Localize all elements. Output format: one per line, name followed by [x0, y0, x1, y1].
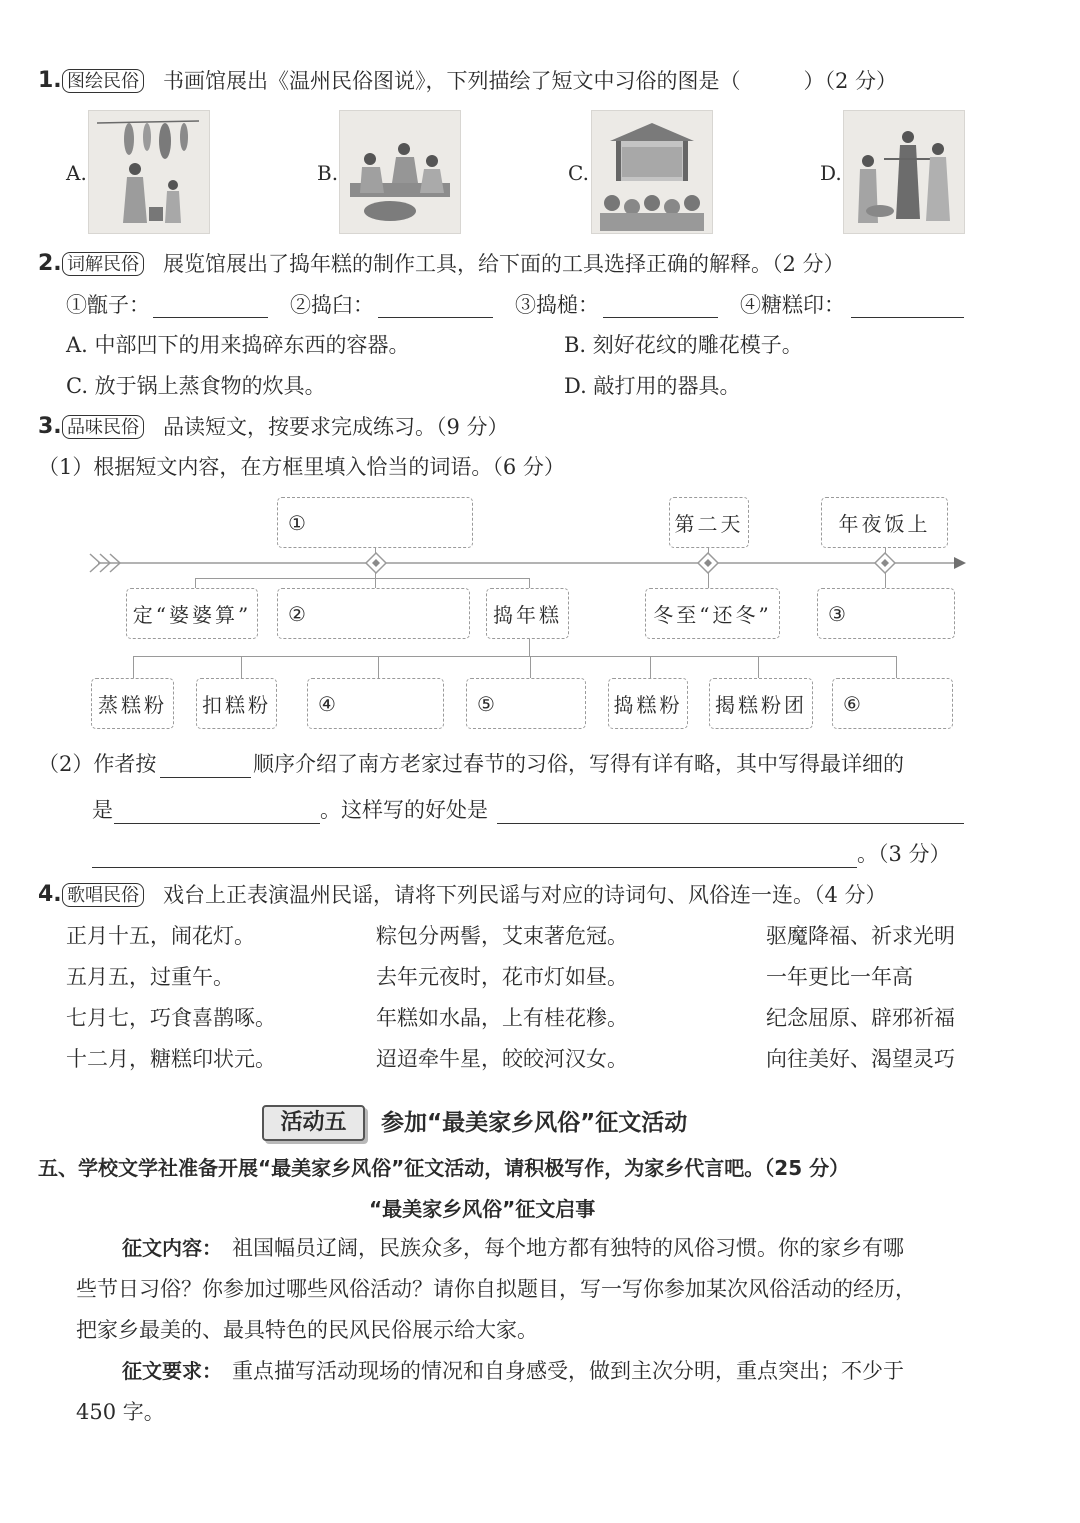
option-c-image[interactable] [591, 110, 713, 234]
tool-1-label: ①甑子： [66, 293, 150, 317]
q3-sub2-is: 是 [92, 798, 113, 822]
ballad-1[interactable]: 正月十五，闹花灯。 [66, 924, 255, 948]
q5-prompt: 五、学校文学社准备开展“最美家乡风俗”征文活动，请积极写作，为家乡代言吧。（25 分） [38, 1156, 850, 1180]
connector [195, 578, 196, 588]
timeline-box-make-rice-cake: 捣年糕 [486, 588, 569, 639]
option-b-label: B. [317, 161, 339, 185]
question-2-text: 展览馆展出了捣年糕的制作工具，给下面的工具选择正确的解释。（2 分） [163, 252, 845, 276]
question-1-number: 1. [38, 68, 62, 93]
custom-1[interactable]: 驱魔降福、祈求光明 [766, 924, 955, 948]
timeline-node-2 [698, 553, 718, 573]
content-line-2: 些节日习俗？你参加过哪些风俗活动？请你自拟题目，写一写你参加某次风俗活动的经历， [76, 1277, 916, 1301]
tool-3-label: ③捣槌： [515, 293, 599, 317]
tool-4-blank[interactable] [851, 316, 964, 318]
poem-3[interactable]: 年糕如水晶，上有桂花糁。 [376, 1006, 628, 1030]
connector [195, 578, 530, 579]
q3-sub2-benefit: 。这样写的好处是 [320, 798, 488, 822]
tool-4-label: ④糖糕印： [740, 293, 845, 317]
timeline-node-1 [366, 553, 386, 573]
q2-option-d: D. 敲打用的器具。 [564, 374, 741, 398]
q3-sub2-order-blank[interactable] [160, 776, 251, 778]
question-4-tag: 歌唱民俗 [62, 883, 144, 907]
timeline-box-second-day: 第二天 [669, 497, 749, 548]
question-3-sub1: （1）根据短文内容，在方框里填入恰当的词语。（6 分） [38, 455, 565, 479]
question-3-tag: 品味民俗 [62, 415, 144, 439]
connector [378, 656, 379, 678]
content-label: 征文内容： [122, 1236, 222, 1260]
timeline-box-6[interactable]: ⑥ [832, 678, 953, 729]
requirement-line-2: 450 字。 [76, 1400, 165, 1424]
tool-2-blank[interactable] [378, 316, 493, 318]
tool-1-blank[interactable] [153, 316, 268, 318]
timeline-box-popo-suan: 定“婆婆算” [126, 588, 258, 639]
timeline-axis [88, 551, 968, 575]
option-c-label: C. [568, 161, 589, 185]
option-a-label: A. [66, 161, 87, 185]
content-line-1: 祖国幅员辽阔，民族众多，每个地方都有独特的风俗习惯。你的家乡有哪 [232, 1236, 904, 1260]
connector [650, 656, 651, 678]
connector [241, 656, 242, 678]
question-1-tag: 图绘民俗 [62, 69, 144, 93]
q3-sub2-score: 。（3 分） [857, 842, 951, 866]
connector [758, 656, 759, 678]
question-3-number: 3. [38, 414, 62, 439]
connector [896, 656, 897, 678]
poem-4[interactable]: 迢迢牵牛星，皎皎河汉女。 [376, 1047, 628, 1071]
timeline-box-pound-powder: 捣糕粉 [608, 678, 688, 729]
question-4-text: 戏台上正表演温州民谣，请将下列民谣与对应的诗词句、风俗连一连。（4 分） [163, 883, 887, 907]
question-2-tag: 词解民俗 [62, 252, 144, 276]
connector [133, 656, 134, 678]
activity-tag: 活动五 [262, 1105, 365, 1141]
timeline-box-steam-powder: 蒸糕粉 [91, 678, 174, 729]
q2-option-a: A. 中部凹下的用来捣碎东西的容器。 [66, 333, 410, 357]
poem-2[interactable]: 去年元夜时，花市灯如昼。 [376, 965, 628, 989]
question-3-text: 品读短文，按要求完成练习。（9 分） [163, 415, 509, 439]
q3-sub2-benefit-blank-2[interactable] [92, 866, 857, 868]
option-d-image[interactable] [843, 110, 965, 234]
notice-title: “最美家乡风俗”征文启事 [369, 1197, 596, 1221]
connector [133, 656, 897, 657]
ballad-3[interactable]: 七月七，巧食喜鹊啄。 [66, 1006, 276, 1030]
content-line-3: 把家乡最美的、最具特色的民风民俗展示给大家。 [76, 1318, 538, 1342]
ballad-4[interactable]: 十二月，糖糕印状元。 [66, 1047, 276, 1071]
ballad-2[interactable]: 五月五，过重午。 [66, 965, 234, 989]
timeline-box-winter-solstice: 冬至“还冬” [645, 588, 780, 639]
requirement-line-1: 重点描写活动现场的情况和自身感受，做到主次分明，重点突出；不少于 [232, 1359, 904, 1383]
timeline-box-lift-dough: 揭糕粉团 [709, 678, 813, 729]
option-d-label: D. [820, 161, 842, 185]
poem-1[interactable]: 粽包分两髻，艾束著危冠。 [376, 924, 628, 948]
connector [529, 578, 530, 588]
connector [530, 656, 531, 678]
connector [375, 578, 376, 588]
connector [708, 573, 709, 588]
timeline-box-2[interactable]: ② [277, 588, 470, 639]
timeline-box-3[interactable]: ③ [817, 588, 955, 639]
timeline-box-4[interactable]: ④ [307, 678, 444, 729]
timeline-box-new-year-dinner: 年夜饭上 [821, 497, 948, 548]
custom-2[interactable]: 一年更比一年高 [766, 965, 913, 989]
question-4-number: 4. [38, 882, 62, 907]
question-1-text: 书画馆展出《温州民俗图说》，下列描绘了短文中习俗的图是（ ）（2 分） [163, 69, 898, 93]
tool-2-label: ②捣臼： [290, 293, 374, 317]
connector [529, 638, 530, 656]
q3-sub2-detail-blank[interactable] [114, 822, 320, 824]
q2-option-b: B. 刻好花纹的雕花模子。 [564, 333, 803, 357]
timeline-box-5[interactable]: ⑤ [466, 678, 586, 729]
q2-option-c: C. 放于锅上蒸食物的炊具。 [66, 374, 326, 398]
q3-sub2-benefit-blank-1[interactable] [497, 822, 964, 824]
tool-3-blank[interactable] [603, 316, 718, 318]
q3-sub2-prefix: （2）作者按 [38, 752, 157, 776]
q3-sub2-text: 顺序介绍了南方老家过春节的习俗，写得有详有略，其中写得最详细的 [253, 752, 904, 776]
activity-title: 参加“最美家乡风俗”征文活动 [381, 1110, 688, 1136]
option-a-image[interactable] [88, 110, 210, 234]
timeline-node-3 [875, 553, 895, 573]
question-2-number: 2. [38, 251, 62, 276]
option-b-image[interactable] [339, 110, 461, 234]
requirement-label: 征文要求： [122, 1359, 222, 1383]
timeline-box-1[interactable]: ① [277, 497, 473, 548]
custom-4[interactable]: 向往美好、渴望灵巧 [766, 1047, 955, 1071]
timeline-box-press-powder: 扣糕粉 [196, 678, 277, 729]
custom-3[interactable]: 纪念屈原、辟邪祈福 [766, 1006, 955, 1030]
connector [885, 573, 886, 588]
